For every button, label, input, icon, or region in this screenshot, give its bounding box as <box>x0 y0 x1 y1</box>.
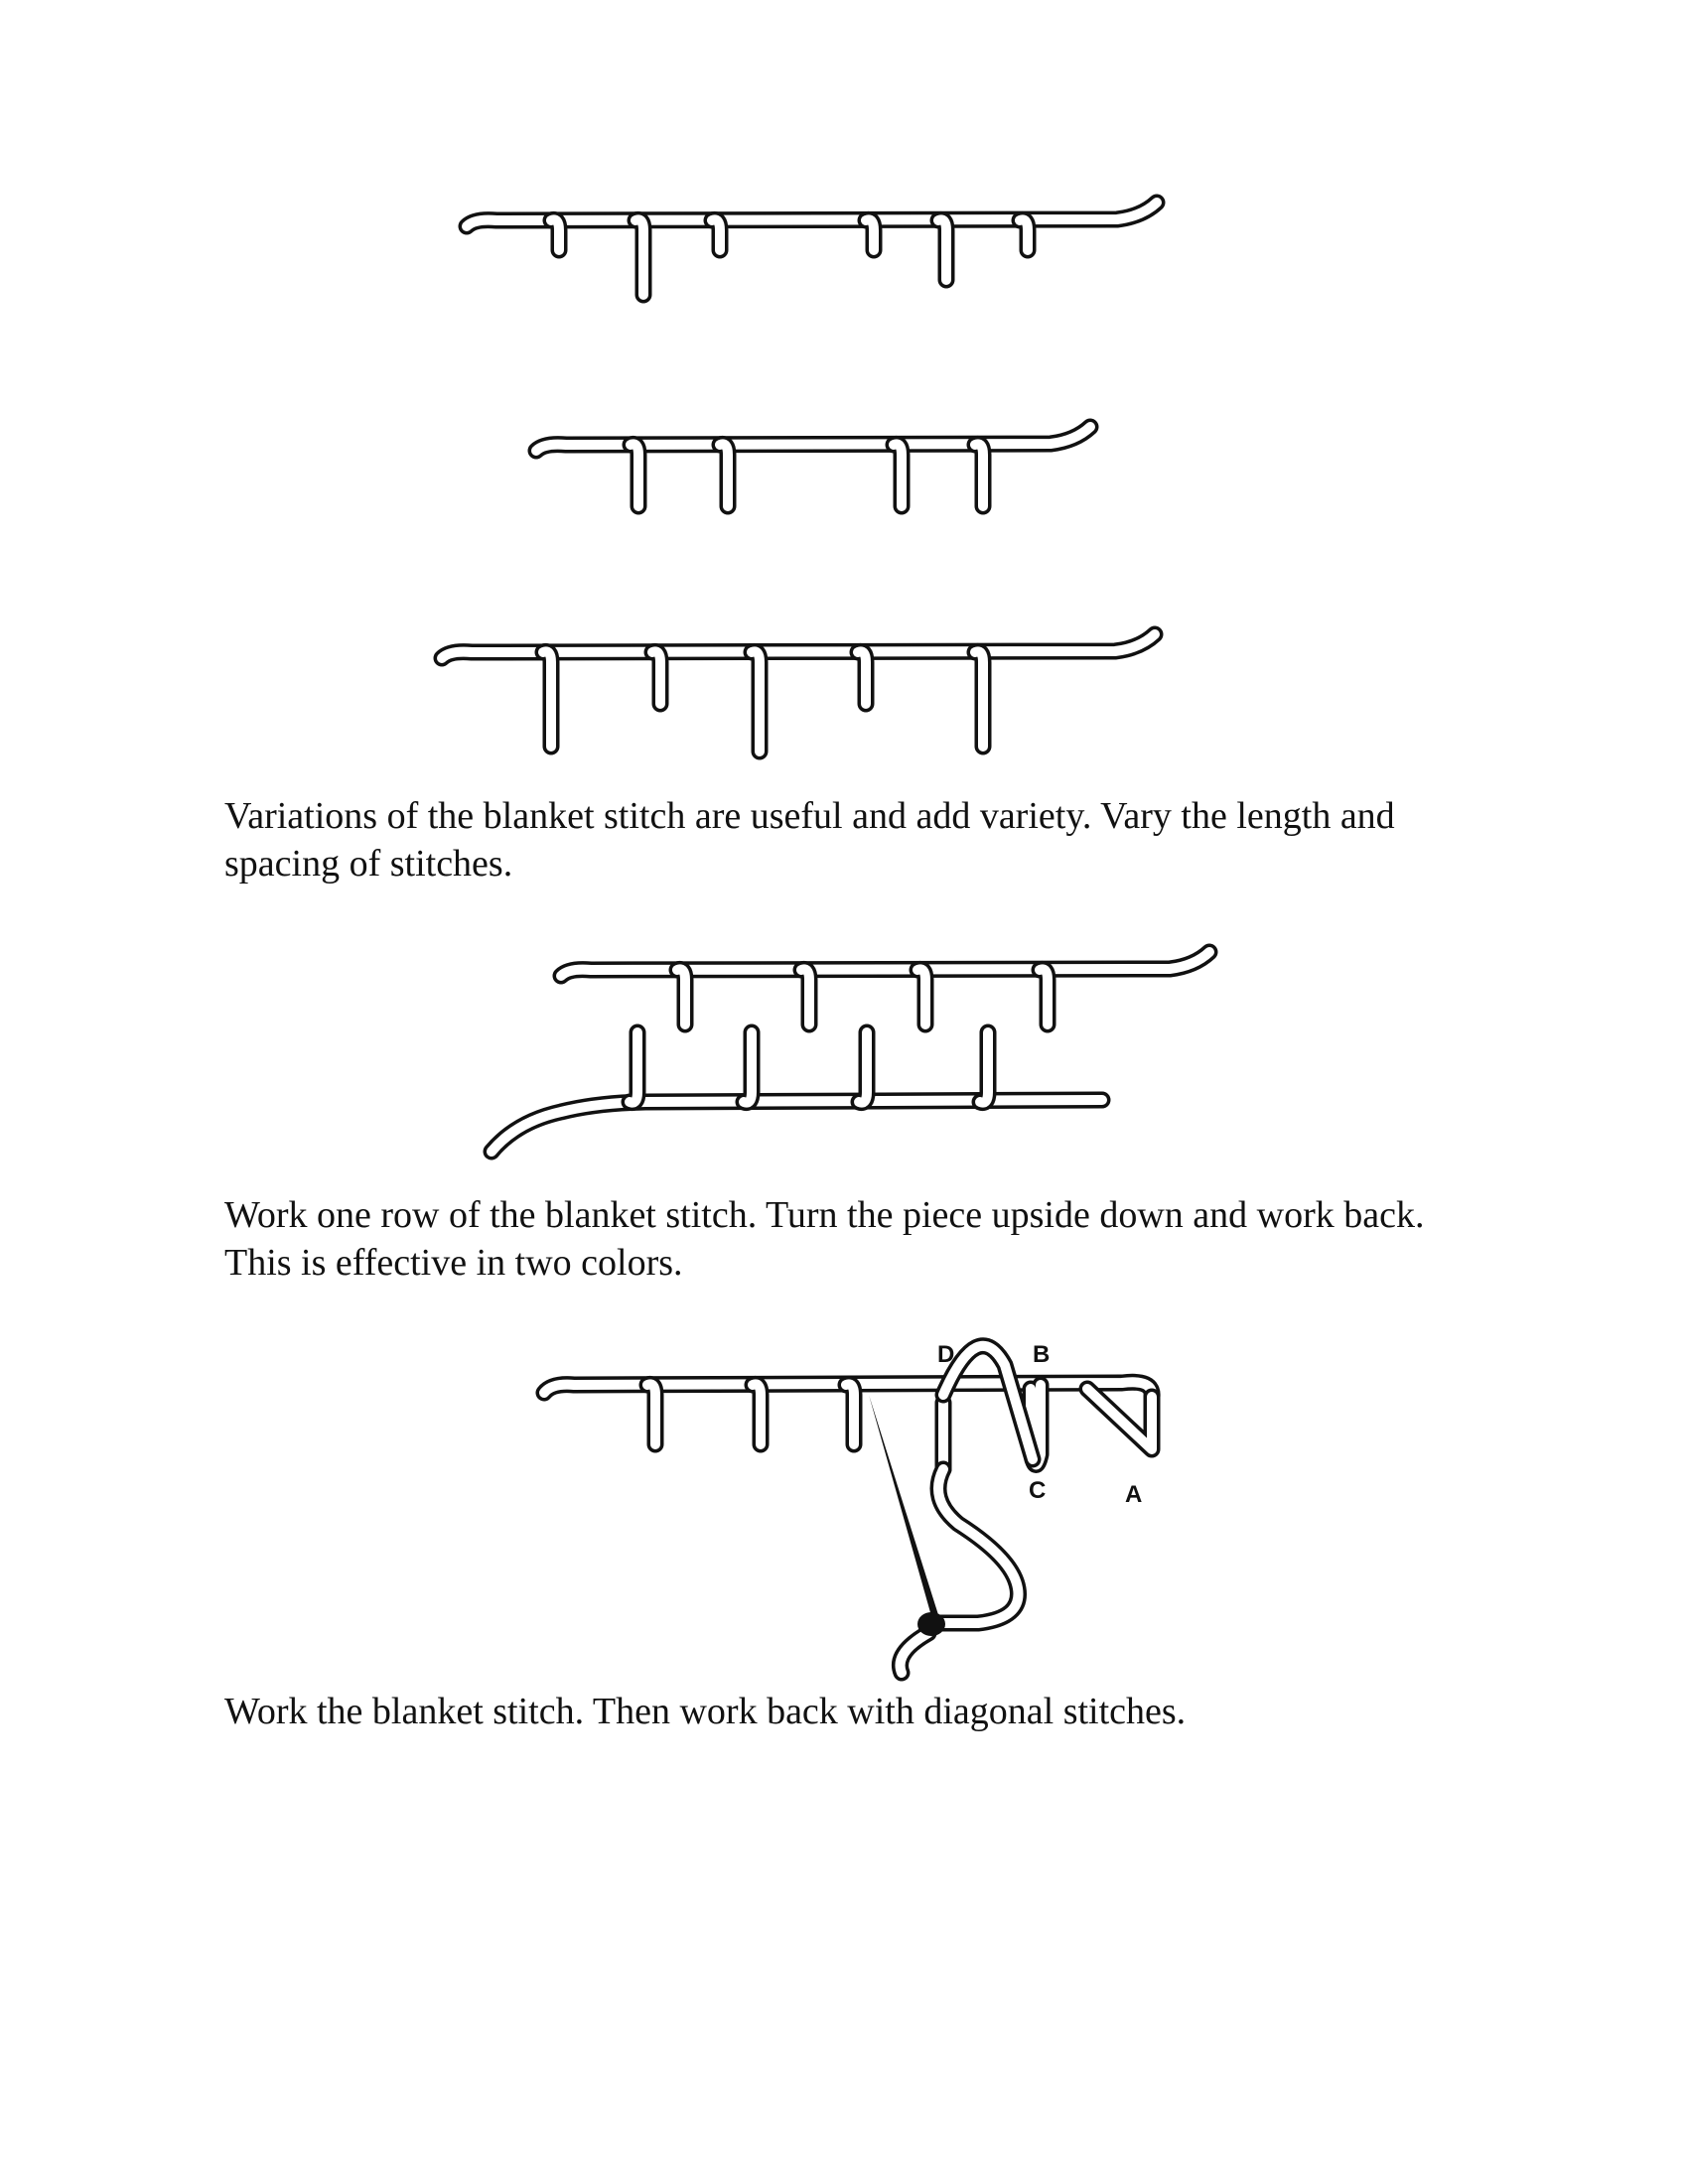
vertical-stitch <box>1020 219 1028 250</box>
vertical-stitch <box>753 1384 761 1444</box>
stitch-illustration <box>0 407 1688 536</box>
caption-variations: Variations of the blanket stitch are useful and add variety. Vary the length and spacing of stitches. <box>224 795 1395 885</box>
vertical-stitch <box>652 651 660 704</box>
stitch-illustration <box>0 928 1688 1166</box>
vertical-stitch <box>859 1032 867 1103</box>
vertical-stitch <box>858 651 866 704</box>
vertical-stitch <box>846 1384 854 1444</box>
vertical-stitch <box>712 219 720 250</box>
figure-diagonal-stitches <box>0 1325 1688 1663</box>
vertical-stitch <box>894 444 902 506</box>
figure-two-color-rows <box>0 928 1688 1166</box>
vertical-stitch <box>543 651 551 747</box>
vertical-stitch <box>980 1032 988 1103</box>
vertical-stitch <box>744 1032 752 1103</box>
bottom-thread <box>492 1100 1102 1152</box>
vertical-stitch <box>975 444 983 506</box>
label-d: D <box>937 1341 955 1368</box>
figure-variation-1 <box>0 179 1688 328</box>
figure-variation-2 <box>0 407 1688 536</box>
vertical-stitch <box>801 969 809 1024</box>
vertical-stitch <box>635 219 643 295</box>
vertical-stitch <box>677 969 685 1024</box>
figure-variation-3 <box>0 611 1688 769</box>
vertical-stitch <box>647 1384 655 1444</box>
thread-tail <box>901 1633 928 1673</box>
vertical-stitch <box>938 219 946 280</box>
horizontal-thread <box>536 427 1090 451</box>
vertical-stitch <box>752 651 760 751</box>
vertical-stitch <box>720 444 728 506</box>
label-a: A <box>1125 1481 1143 1508</box>
needle-eye <box>917 1612 945 1636</box>
caption-diagonal: Work the blanket stitch. Then work back with diagonal stitches. <box>224 1691 1187 1732</box>
stitch-illustration <box>0 1325 1688 1663</box>
needle-icon <box>869 1395 940 1623</box>
stitch-illustration <box>0 179 1688 328</box>
vertical-stitch <box>630 1032 637 1103</box>
vertical-stitch <box>551 219 559 250</box>
vertical-stitch <box>1040 969 1048 1024</box>
vertical-stitch <box>866 219 874 250</box>
horizontal-thread <box>561 952 1209 976</box>
vertical-stitch <box>917 969 925 1024</box>
working-thread <box>938 1469 1019 1623</box>
vertical-stitch <box>631 444 638 506</box>
loop-thread <box>943 1346 1033 1459</box>
stitch-illustration <box>0 611 1688 769</box>
caption-two-colors: Work one row of the blanket stitch. Turn the piece upside down and work back. This is effective in two colors. <box>224 1194 1425 1284</box>
label-b: B <box>1033 1341 1051 1368</box>
vertical-stitch <box>975 651 983 747</box>
horizontal-thread <box>467 203 1157 226</box>
diagonal-stitch <box>1087 1389 1152 1449</box>
label-c: C <box>1029 1477 1047 1504</box>
